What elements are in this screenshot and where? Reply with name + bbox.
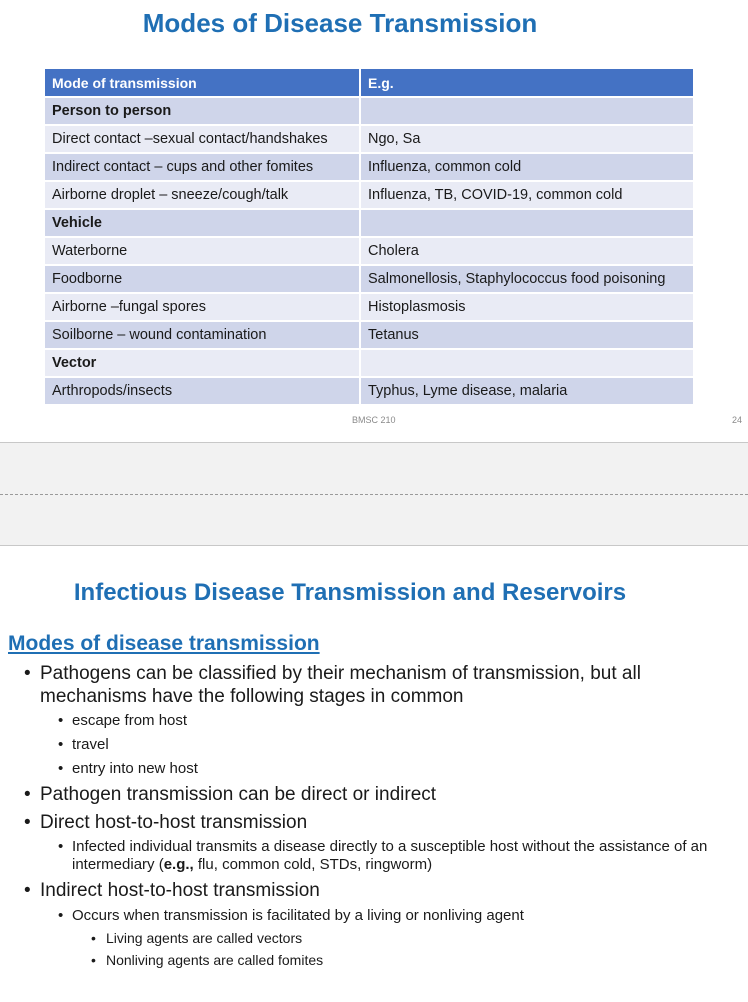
- mode-cell: Vector: [45, 350, 361, 378]
- slide-footer: BMSC 210: [352, 415, 396, 425]
- sub-sub-bullet-item: • Nonliving agents are called fomites: [0, 952, 748, 969]
- mode-cell: Indirect contact – cups and other fomites: [45, 154, 361, 182]
- mode-cell: Waterborne: [45, 238, 361, 266]
- example-cell: Influenza, common cold: [361, 154, 693, 182]
- mode-cell: Airborne droplet – sneeze/cough/talk: [45, 182, 361, 210]
- page-number: 24: [731, 415, 742, 425]
- table-row: [45, 378, 693, 406]
- table-row: [45, 126, 693, 154]
- bullet-item: • Pathogens can be classified by their mechanism of transmission, but all mechanisms have the following stages in common: [0, 662, 728, 708]
- table-row: [45, 210, 693, 238]
- column-header-mode: Mode of transmission: [45, 69, 361, 98]
- example-cell: [361, 210, 693, 238]
- sub-bullet-item: [0, 838, 740, 874]
- mode-cell: Airborne –fungal spores: [45, 294, 361, 322]
- slide-transmission-and-reservoirs: [0, 546, 748, 1002]
- sub-bullet-item: • escape from host: [0, 712, 740, 730]
- section-heading: Modes of disease transmission: [8, 632, 320, 655]
- bullet-list: [0, 662, 748, 969]
- example-cell: Histoplasmosis: [361, 294, 693, 322]
- table-row: [45, 154, 693, 182]
- mode-cell: Arthropods/insects: [45, 378, 361, 406]
- sub-bullet-item: • entry into new host: [0, 760, 740, 778]
- table-header-row: [45, 69, 693, 98]
- slide-separator: [0, 442, 748, 546]
- sub-bullet-text: Infected individual transmits a disease directly to a susceptible host without the assistance of an intermediary (: [72, 838, 708, 873]
- example-cell: Salmonellosis, Staphylococcus food poisoning: [361, 266, 693, 294]
- example-cell: [361, 98, 693, 126]
- mode-cell: Direct contact –sexual contact/handshakes: [45, 126, 361, 154]
- example-cell: Tetanus: [361, 322, 693, 350]
- mode-cell: Foodborne: [45, 266, 361, 294]
- transmission-table: [45, 69, 693, 406]
- table-row: [45, 238, 693, 266]
- example-cell: Cholera: [361, 238, 693, 266]
- example-cell: Ngo, Sa: [361, 126, 693, 154]
- slide-title: Modes of Disease Transmission: [142, 8, 538, 38]
- column-header-example: E.g.: [361, 69, 693, 98]
- mode-cell: Vehicle: [45, 210, 361, 238]
- bullet-item: • Pathogen transmission can be direct or indirect: [0, 783, 728, 806]
- sub-bullet-bold-text: e.g.,: [163, 856, 194, 873]
- page-break-divider: [0, 494, 748, 495]
- sub-sub-bullet-item: • Living agents are called vectors: [0, 930, 748, 947]
- table-row: [45, 266, 693, 294]
- example-cell: Influenza, TB, COVID-19, common cold: [361, 182, 693, 210]
- example-cell: Typhus, Lyme disease, malaria: [361, 378, 693, 406]
- sub-bullet-text: flu, common cold, STDs, ringworm): [193, 856, 433, 873]
- slide-modes-of-transmission: [0, 0, 748, 442]
- table-row: [45, 294, 693, 322]
- bullet-item: • Indirect host-to-host transmission: [0, 879, 728, 902]
- slide-title: Infectious Disease Transmission and Reservoirs: [73, 579, 627, 606]
- table-row: [45, 350, 693, 378]
- mode-cell: Person to person: [45, 98, 361, 126]
- mode-cell: Soilborne – wound contamination: [45, 322, 361, 350]
- sub-bullet-item: • Occurs when transmission is facilitated by a living or nonliving agent: [0, 907, 740, 925]
- bullet-item: • Direct host-to-host transmission: [0, 811, 728, 834]
- sub-bullet-item: • travel: [0, 736, 740, 754]
- table-row: [45, 322, 693, 350]
- table-row: [45, 98, 693, 126]
- table-row: [45, 182, 693, 210]
- example-cell: [361, 350, 693, 378]
